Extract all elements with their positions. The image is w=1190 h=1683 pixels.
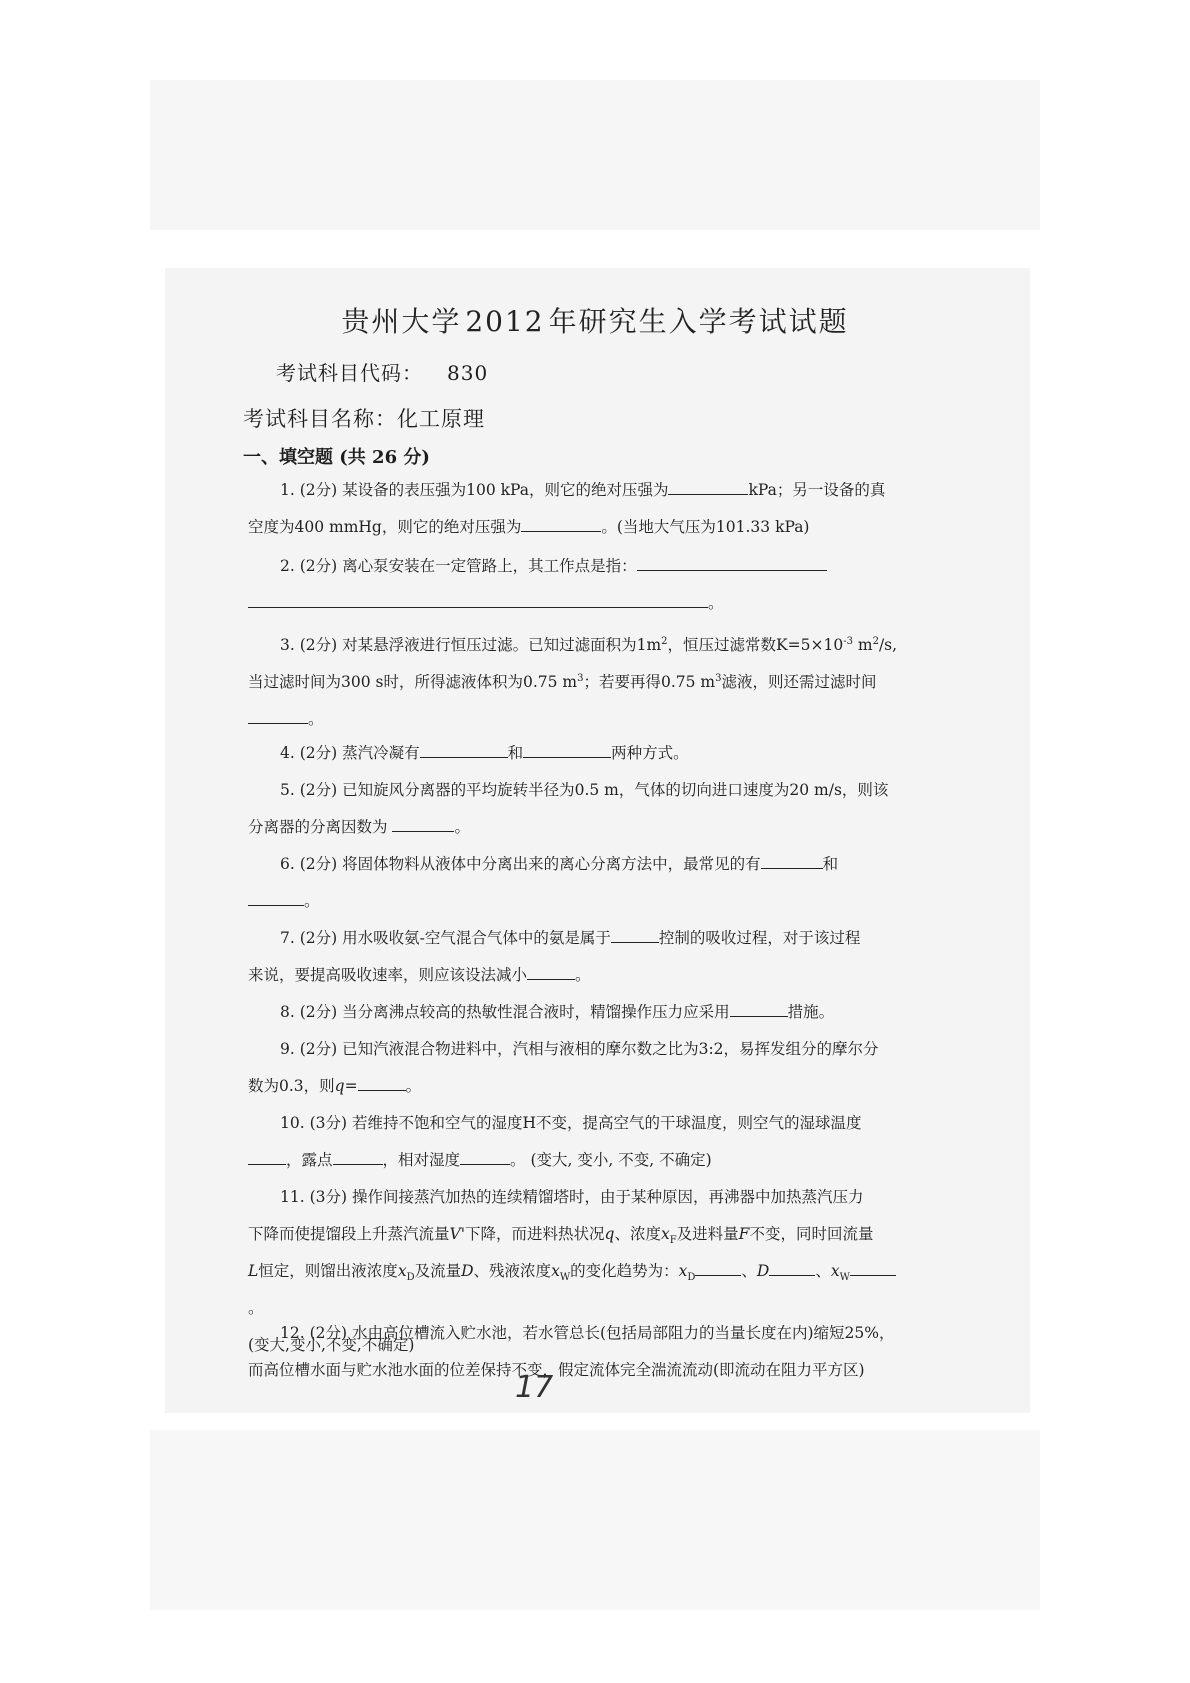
subject-code-line (276, 357, 488, 386)
answer-blank (248, 589, 708, 608)
answer-blank (392, 813, 454, 832)
section-heading: 一、填空题 (共 26 分) (243, 447, 430, 468)
subject-name-value: 化工原理 (397, 407, 485, 431)
title-suffix: 年研究生入学考试试题 (548, 305, 849, 338)
scan-background-bottom (150, 1430, 1040, 1610)
answer-blank (611, 924, 659, 943)
answer-blank (460, 1146, 510, 1165)
question-12: 12. (2分) 水由高位槽流入贮水池，若水管总长(包括局部阻力的当量长度在内)缩短25%， 而高位槽水面与贮水池水面的位差保持不变，假定流体完全湍流流动(即流动在阻力平方区) (248, 1324, 895, 1379)
question-5: 5. (2分) 已知旋风分离器的平均旋转半径为0.5 m，气体的切向进口速度为20 m/s，则该 分离器的分离因数为 。 (248, 781, 889, 836)
question-10: 10. (3分) 若维持不饱和空气的湿度H不变，提高空气的干球温度，则空气的湿球温度 ，露点 ，相对湿度 。 (变大, 变小, 不变, 不确定) (248, 1105, 904, 1179)
title-university: 贵州大学 (341, 305, 462, 338)
answer-blank (637, 552, 827, 571)
answer-blank (769, 1257, 815, 1276)
scan-background-top (150, 80, 1040, 230)
answer-blank (248, 705, 308, 724)
question-7: 7. (2分) 用水吸收氨-空气混合气体中的氨是属于 控制的吸收过程，对于该过程 来说，要提高吸收速率，则应该设法减小 。 (248, 920, 904, 994)
answer-blank (730, 998, 788, 1017)
question-11: 11. (3分) 操作间接蒸汽加热的连续精馏塔时，由于某种原因，再沸器中加热蒸汽压力 下降而使提馏段上升蒸汽流量V'下降，而进料热状况q、浓度$x_F$及进料量F不变，同时回流量 L恒定，则馏出液浓度$x_D$及流量D、残液浓度$x_W$的变化趋势为：$x_D$ 、D 、$x_W$。 (变大,变小,不变,不确定) (248, 1179, 904, 1364)
question-9: 9. (2分) 已知汽液混合物进料中，汽相与液相的摩尔数之比为3:2，易挥发组分的摩尔分 数为0.3，则q= 。 (248, 1040, 879, 1095)
question-4: 4. (2分) 蒸汽冷凝有 和 两种方式。 (248, 735, 904, 772)
answer-blank (761, 850, 823, 869)
page-title (0, 300, 1190, 340)
answer-blank (333, 1146, 383, 1165)
answer-blank (420, 739, 508, 758)
question-3: 3. (2分) 对某悬浮液进行恒压过滤。已知过滤面积为$1m^2$，恒压过滤常数$K=5\times 10^{-3}$ $m^2/s$, 当过滤时间为300 s时，所得滤液体积为0.75 $m^3$；若要再得0.75 $m^3$滤液，则还需过滤时间 。 (248, 635, 898, 728)
subject-code-value: 830 (447, 361, 489, 385)
answer-blank (248, 887, 304, 906)
question-8: 8. (2分) 当分离沸点较高的热敏性混合液时，精馏操作压力应采用 措施。 (248, 994, 904, 1031)
answer-blank (248, 1146, 286, 1165)
page-number: 17 (515, 1370, 554, 1405)
answer-blank (850, 1257, 896, 1276)
title-year: 2012 (465, 305, 545, 338)
answer-blank (527, 961, 575, 980)
subject-name-label: 考试科目名称： (243, 407, 397, 431)
question-2: 2. (2分) 离心泵安装在一定管路上，其工作点是指： 。 (248, 548, 904, 622)
answer-blank (521, 513, 601, 532)
question-6: 6. (2分) 将固体物料从液体中分离出来的离心分离方法中，最常见的有 和 。 (248, 846, 904, 920)
subject-code-label: 考试科目代码： (276, 361, 423, 385)
question-1: 1. (2分) 某设备的表压强为100 kPa，则它的绝对压强为 kPa；另一设备的真 空度为400 mmHg，则它的绝对压强为 。(当地大气压为101.33 kPa) (248, 472, 904, 546)
answer-blank (695, 1257, 741, 1276)
answer-blank (523, 739, 611, 758)
answer-blank (358, 1072, 406, 1091)
subject-name-line (243, 403, 485, 433)
answer-blank (668, 476, 748, 495)
